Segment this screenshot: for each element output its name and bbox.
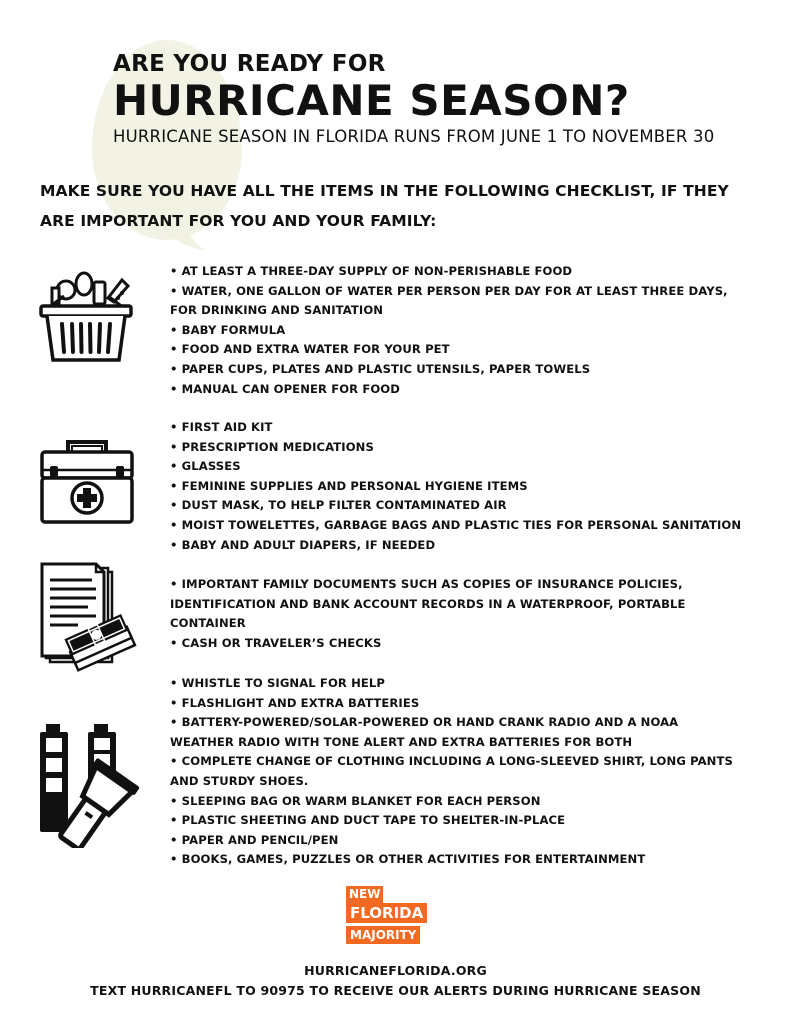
- list-item: WEATHER RADIO WITH TONE ALERT AND EXTRA BATTERIES FOR BOTH: [170, 734, 633, 749]
- list-item: • FLASHLIGHT AND EXTRA BATTERIES: [170, 695, 420, 710]
- list-item: • DUST MASK, TO HELP FILTER CONTAMINATED AIR: [170, 498, 507, 513]
- list-item: • WHISTLE TO SIGNAL FOR HELP: [170, 676, 385, 690]
- list-item: • GLASSES: [170, 459, 241, 474]
- page-title: HURRICANE SEASON?: [113, 76, 630, 125]
- list-item: • PAPER AND PENCIL/PEN: [170, 832, 339, 847]
- logo-line-3: MAJORITY: [346, 926, 420, 944]
- list-item: • FOOD AND EXTRA WATER FOR YOUR PET: [170, 342, 450, 357]
- batteries-flashlight-icon: [38, 722, 148, 848]
- list-item: AND STURDY SHOES.: [170, 773, 309, 788]
- first-aid-kit-icon: [38, 436, 136, 526]
- intro-line-1: MAKE SURE YOU HAVE ALL THE ITEMS IN THE FOLLOWING CHECKLIST, IF THEY: [40, 182, 729, 200]
- list-item: • BATTERY-POWERED/SOLAR-POWERED OR HAND CRANK RADIO AND A NOAA: [170, 715, 679, 730]
- list-item: • BABY FORMULA: [170, 322, 286, 337]
- food-checklist: [170, 262, 760, 399]
- supplies-checklist: [170, 674, 760, 870]
- footer: [0, 961, 791, 1001]
- list-item: • FEMININE SUPPLIES AND PERSONAL HYGIENE ITEMS: [170, 478, 528, 493]
- header-kicker: ARE YOU READY FOR: [113, 51, 386, 77]
- documents-checklist: [170, 575, 760, 653]
- list-item: • MOIST TOWELETTES, GARBAGE BAGS AND PLASTIC TIES FOR PERSONAL SANITATION: [170, 517, 742, 532]
- intro-text: [40, 176, 760, 236]
- list-item: FOR DRINKING AND SANITATION: [170, 303, 384, 318]
- list-item: • BABY AND ADULT DIAPERS, IF NEEDED: [170, 537, 436, 552]
- list-item: • FIRST AID KIT: [170, 420, 273, 434]
- documents-and-cash-icon: [38, 562, 138, 674]
- footer-text-line: TEXT HURRICANEFL TO 90975 TO RECEIVE OUR ALERTS DURING HURRICANE SEASON: [90, 983, 701, 998]
- list-item: • PAPER CUPS, PLATES AND PLASTIC UTENSILS, PAPER TOWELS: [170, 361, 591, 376]
- list-item: • CASH OR TRAVELER’S CHECKS: [170, 635, 382, 650]
- intro-line-2: ARE IMPORTANT FOR YOU AND YOUR FAMILY:: [40, 212, 437, 230]
- health-checklist: [170, 418, 760, 555]
- food-basket-icon: [38, 268, 134, 368]
- list-item: • PLASTIC SHEETING AND DUCT TAPE TO SHELTER-IN-PLACE: [170, 813, 566, 828]
- list-item: • IMPORTANT FAMILY DOCUMENTS SUCH AS COPIES OF INSURANCE POLICIES,: [170, 577, 683, 591]
- list-item: IDENTIFICATION AND BANK ACCOUNT RECORDS IN A WATERPROOF, PORTABLE: [170, 596, 686, 611]
- footer-url: HURRICANEFLORIDA.ORG: [304, 963, 487, 978]
- list-item: • BOOKS, GAMES, PUZZLES OR OTHER ACTIVITIES FOR ENTERTAINMENT: [170, 852, 646, 867]
- list-item: CONTAINER: [170, 616, 246, 631]
- logo-line-2: FLORIDA: [346, 903, 427, 923]
- logo-line-1: NEW: [346, 886, 383, 903]
- list-item: • COMPLETE CHANGE OF CLOTHING INCLUDING A LONG-SLEEVED SHIRT, LONG PANTS: [170, 754, 733, 769]
- header: [113, 50, 714, 148]
- list-item: • PRESCRIPTION MEDICATIONS: [170, 439, 374, 454]
- list-item: • MANUAL CAN OPENER FOR FOOD: [170, 381, 400, 396]
- new-florida-majority-logo: [346, 886, 432, 948]
- list-item: • AT LEAST A THREE-DAY SUPPLY OF NON-PERISHABLE FOOD: [170, 264, 573, 278]
- list-item: • SLEEPING BAG OR WARM BLANKET FOR EACH PERSON: [170, 793, 541, 808]
- page-subtitle: HURRICANE SEASON IN FLORIDA RUNS FROM JUNE 1 TO NOVEMBER 30: [113, 127, 715, 146]
- list-item: • WATER, ONE GALLON OF WATER PER PERSON PER DAY FOR AT LEAST THREE DAYS,: [170, 283, 728, 298]
